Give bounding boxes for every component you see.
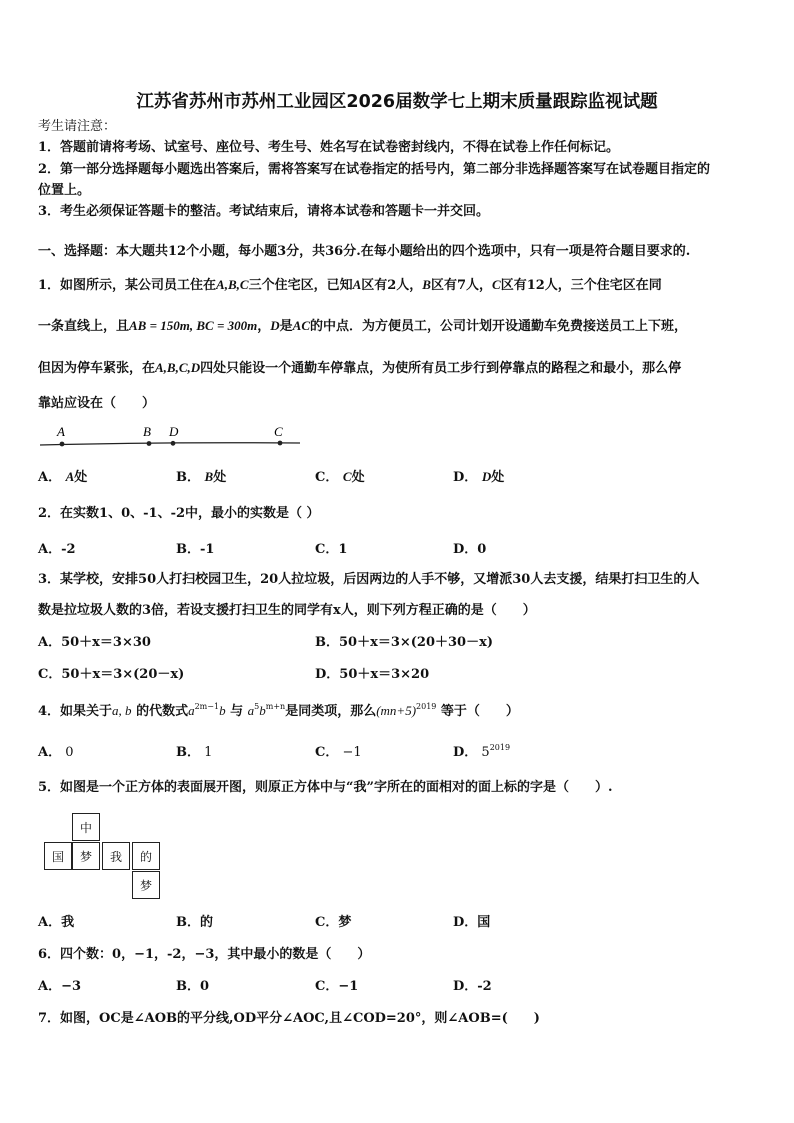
option-b[interactable]: B． B处 [176, 469, 227, 485]
question-3-line-2: 数是拉垃圾人数的3倍，若设支援打扫卫生的同学有x人，则下列方程正确的是（ ） [38, 603, 536, 618]
notice-item: 1．答题前请将考场、试室号、座位号、考生号、姓名写在试卷密封线内，不得在试卷上作任何标记。 [38, 140, 620, 155]
option-b[interactable]: B．-1 [176, 542, 215, 557]
option-d[interactable]: D． D处 [453, 469, 505, 485]
option-b[interactable]: B． 1 [176, 745, 213, 760]
net-cell: 梦 [132, 871, 160, 899]
question-4-stem: 4．如果关于a, b 的代数式$a^{2m-1}b$ 与 $a^5b^{m+n}$是同类项，那么$(mn+5)^{2019}$ 等于（ ） [38, 702, 519, 719]
notice-item: 3．考生必须保证答题卡的整洁。考试结束后，请将本试卷和答题卡一并交回。 [38, 204, 490, 219]
label-c: C [274, 424, 283, 439]
option-a[interactable]: A．50＋x＝3×30 [38, 635, 151, 650]
question-6-stem: 6．四个数：0，−1，-2，−3，其中最小的数是（ ） [38, 947, 371, 962]
option-a[interactable]: A．−3 [38, 979, 82, 994]
label-a: A [57, 424, 65, 439]
point-d [171, 441, 176, 446]
option-c[interactable]: C． −1 [315, 745, 362, 760]
net-cell: 国 [44, 842, 72, 870]
question-2-stem: 2．在实数1、0、-1、-2中，最小的实数是（ ） [38, 506, 320, 521]
net-cell: 的 [132, 842, 160, 870]
option-c[interactable]: C．1 [315, 542, 348, 557]
option-a[interactable]: A． 0 [38, 745, 74, 760]
option-a[interactable]: A．我 [38, 915, 75, 930]
option-c[interactable]: C．梦 [315, 915, 352, 930]
option-b[interactable]: B．的 [176, 915, 213, 930]
question-1-line-1: 1．如图所示，某公司员工住在A,B,C三个住宅区，已知A区有2人，B区有7人，C区有12人，三个住宅区在同 [38, 277, 662, 293]
point-a [60, 442, 65, 447]
point-b [147, 441, 152, 446]
option-b[interactable]: B．50＋x＝3×(20＋30－x) [315, 635, 494, 650]
question-1-line-3: 但因为停车紧张，在A,B,C,D四处只能设一个通勤车停靠点，为使所有员工步行到停靠点的路程之和最小，那么停 [38, 360, 682, 376]
option-d[interactable]: D．0 [453, 542, 487, 557]
notice-heading: 考生请注意： [38, 119, 117, 134]
notice-item: 位置上。 [38, 183, 91, 198]
question-7-stem: 7．如图，OC是∠AOB的平分线,OD平分∠AOC,且∠COD=20°，则∠AOB=( ) [38, 1011, 540, 1026]
option-a[interactable]: A． A处 [38, 469, 88, 485]
option-d[interactable]: D．国 [453, 915, 491, 930]
point-c [278, 441, 283, 446]
option-d[interactable]: D．50＋x＝3×20 [315, 667, 430, 682]
option-b[interactable]: B．0 [176, 979, 210, 994]
option-d[interactable]: D．-2 [453, 979, 492, 994]
net-cell: 我 [102, 842, 130, 870]
label-b: B [143, 424, 151, 439]
cube-net-figure [42, 811, 164, 901]
option-d[interactable]: D． $5^{2019}$ [453, 743, 511, 760]
question-1-line-2: 一条直线上，且AB = 150m, BC = 300m，D是AC的中点．为方便员工，公司计划开设通勤车免费接送员工上下班， [38, 318, 688, 334]
option-c[interactable]: C．−1 [315, 979, 359, 994]
notice-item: 2．第一部分选择题每小题选出答案后，需将答案写在试卷指定的括号内，第二部分非选择题答案写在试卷题目指定的 [38, 162, 711, 177]
net-cell: 中 [72, 813, 100, 841]
net-cell: 梦 [72, 842, 100, 870]
option-c[interactable]: C．50＋x＝3×(20－x) [38, 667, 185, 682]
page-title: 江苏省苏州市苏州工业园区2026届数学七上期末质量跟踪监视试题 [136, 92, 658, 112]
label-d: D [169, 424, 179, 439]
number-line-figure [36, 422, 306, 452]
option-c[interactable]: C． C处 [315, 469, 365, 485]
question-3-line-1: 3．某学校，安排50人打扫校园卫生，20人拉垃圾，后因两边的人手不够，又增派30人去支援，结果打扫卫生的人 [38, 572, 700, 587]
section-heading: 一、选择题：本大题共12个小题，每小题3分，共36分.在每小题给出的四个选项中，只有一项是符合题目要求的. [38, 244, 691, 259]
question-5-stem: 5．如图是一个正方体的表面展开图，则原正方体中与“我”字所在的面相对的面上标的字是（ ）. [38, 780, 613, 795]
option-a[interactable]: A．-2 [38, 542, 76, 557]
question-1-line-4: 靠站应设在（ ） [38, 396, 156, 411]
